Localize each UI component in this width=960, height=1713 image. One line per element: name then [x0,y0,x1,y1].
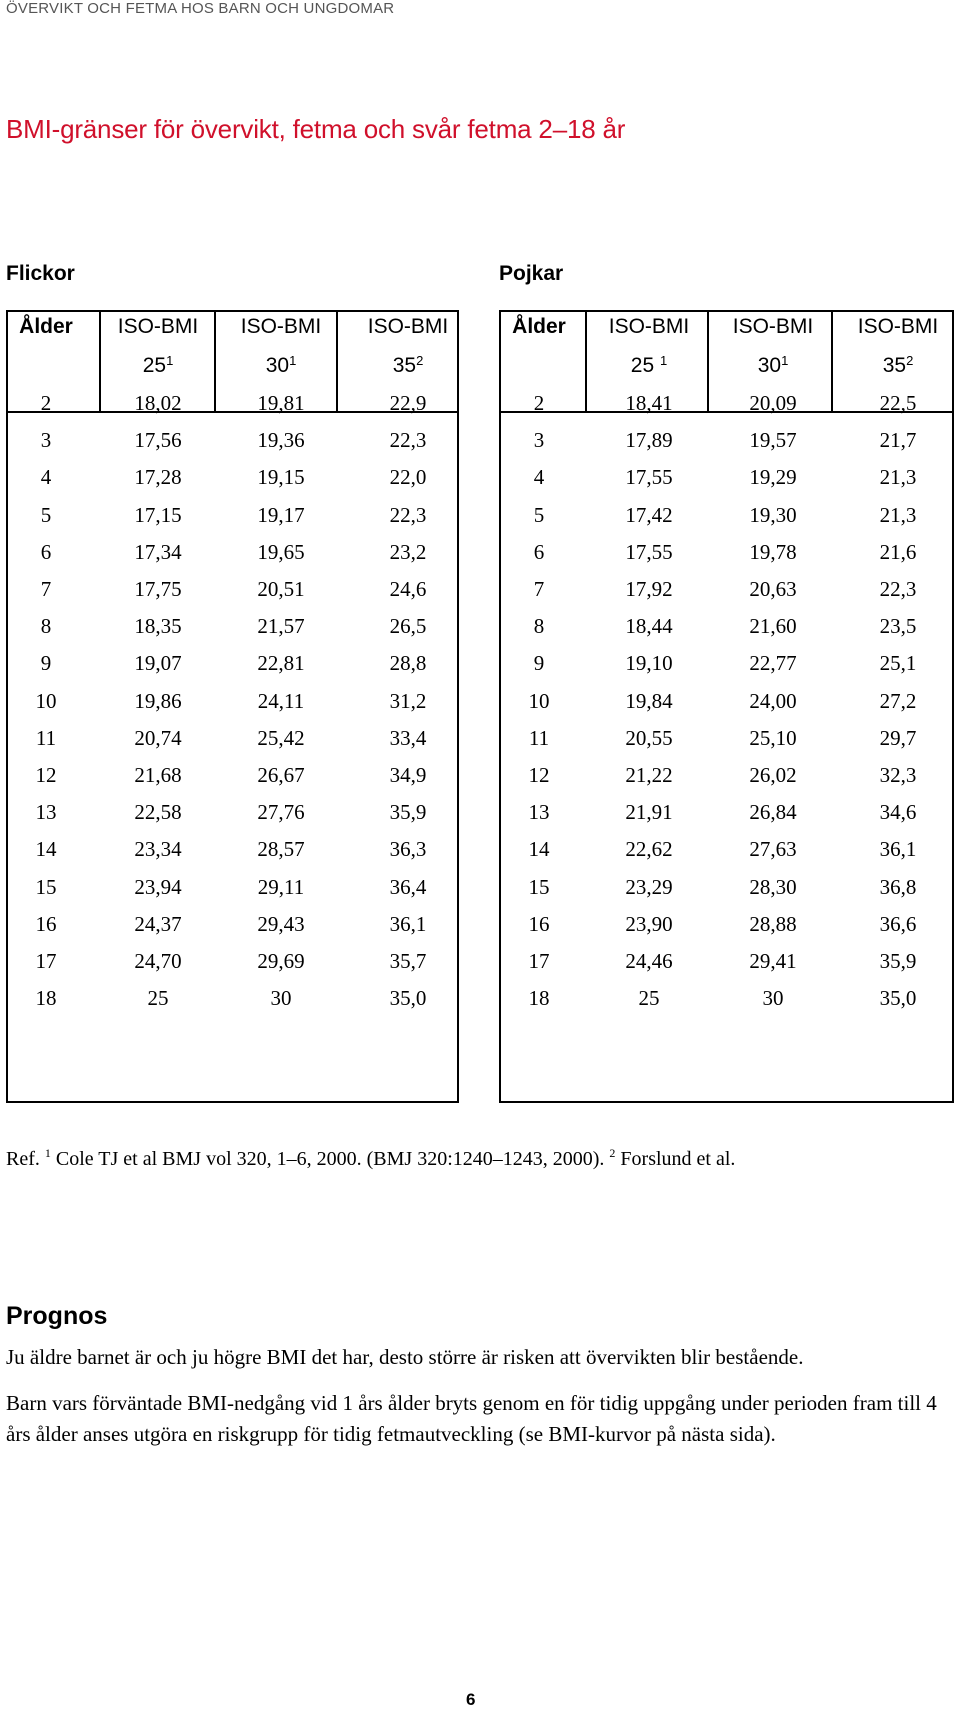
cell-age: 11 [528,725,550,750]
cell-value: 35,9 [879,949,917,973]
cell-value: 24,46 [625,949,673,973]
cell-value: 32,3 [879,763,917,787]
cell-age: 17 [35,949,57,973]
reference-note: Ref. $^1$ Cole TJ et al BMJ vol 320, 1–6, 2000. (BMJ 320:1240–1243, 2000). $^2$ Forslund et al. [6,1146,736,1170]
header-iso-bmi: ISO-BMI [117,315,199,338]
cell-age: 9 [533,651,545,676]
page-number: 6 [466,1690,476,1709]
header-iso-bmi: ISO-BMI [608,315,690,338]
cell-age: 12 [528,763,550,787]
cell-value: 24,00 [749,688,797,713]
header-iso-bmi: ISO-BMI [732,315,814,338]
cell-value: 18,41 [625,391,673,415]
cell-value: 36,3 [389,837,427,862]
cell-value: 20,63 [749,577,797,601]
cell-value: 24,11 [257,688,305,713]
cell-value: 28,8 [389,651,427,676]
cell-value: 36,1 [879,837,917,862]
column-divider [214,312,216,411]
cell-value: 25,1 [879,651,917,676]
cell-value: 22,9 [389,391,427,415]
cell-age: 6 [40,539,52,564]
cell-age: 15 [35,874,57,899]
cell-age: 12 [35,763,57,787]
cell-value: 19,30 [749,502,797,527]
cell-value: 25 [638,986,660,1011]
header-threshold: $25^1$ [142,353,174,377]
cell-value: 22,77 [749,651,797,676]
cell-age: 9 [40,651,52,676]
cell-value: 18,02 [134,391,182,415]
cell-age: 8 [533,614,545,639]
cell-value: 22,5 [879,391,917,415]
cell-value: 31,2 [389,688,427,713]
prognos-paragraph-1: Ju äldre barnet är och ju högre BMI det har, desto större är risken att övervikten blir bestående. [6,1345,804,1369]
cell-value: 17,55 [625,465,673,490]
cell-value: 24,6 [389,577,427,601]
cell-value: 17,15 [134,502,182,527]
cell-value: 35,9 [389,800,427,825]
cell-value: 21,6 [879,539,917,564]
column-divider [707,312,709,411]
cell-value: 21,68 [134,763,182,787]
header-iso-bmi: ISO-BMI [857,315,939,338]
cell-age: 15 [528,874,550,899]
cell-value: 26,02 [749,763,797,787]
cell-value: 17,28 [134,465,182,490]
bmi-table-boys [499,310,954,1103]
cell-value: 21,3 [879,502,917,527]
cell-value: 26,5 [389,614,427,639]
cell-value: 24,37 [134,911,182,936]
cell-value: 24,70 [134,949,182,973]
cell-value: 34,6 [879,800,917,825]
cell-value: 30 [270,986,292,1011]
cell-value: 20,74 [134,725,182,750]
prognos-paragraph-2: Barn vars förväntade BMI-nedgång vid 1 års ålder bryts genom en för tidig uppgång under perioden fram till 4 års ålder anses utgöra en riskgrupp för tidig fetmautveckling (se BMI-kurvor på nästa sida). [6,1391,937,1446]
cell-value: 23,94 [134,874,182,899]
cell-value: 34,9 [389,763,427,787]
cell-value: 28,88 [749,911,797,936]
cell-age: 5 [533,502,545,527]
cell-value: 17,89 [625,428,673,453]
cell-value: 22,3 [389,502,427,527]
running-head: ÖVERVIKT OCH FETMA HOS BARN OCH UNGDOMAR [6,0,395,17]
header-threshold: 25 $^1$ [630,353,668,377]
cell-age: 3 [40,428,52,453]
cell-age: 10 [35,688,57,713]
cell-value: 19,36 [257,428,305,453]
cell-age: 4 [40,465,52,490]
cell-value: 21,91 [625,800,673,825]
cell-age: 13 [35,800,57,825]
cell-value: 25,10 [749,725,797,750]
cell-value: 26,84 [749,800,797,825]
cell-value: 22,0 [389,465,427,490]
cell-value: 21,57 [257,614,305,639]
cell-value: 23,34 [134,837,182,862]
cell-value: 29,7 [879,725,917,750]
cell-age: 17 [528,949,550,973]
cell-age: 16 [528,911,550,936]
header-iso-bmi: ISO-BMI [367,315,449,338]
cell-value: 27,63 [749,837,797,862]
cell-value: 29,43 [257,911,305,936]
cell-value: 19,07 [134,651,182,676]
cell-value: 17,56 [134,428,182,453]
cell-value: 22,81 [257,651,305,676]
cell-value: 17,92 [625,577,673,601]
cell-value: 35,7 [389,949,427,973]
cell-age: 18 [528,986,550,1011]
cell-value: 17,75 [134,577,182,601]
cell-age: 18 [35,986,57,1011]
header-threshold: $30^1$ [265,353,297,377]
cell-age: 11 [35,725,57,750]
cell-value: 25 [147,986,169,1011]
header-age: Ålder [512,315,566,338]
page-title: BMI-gränser för övervikt, fetma och svår fetma 2–18 år [6,114,626,144]
cell-value: 18,35 [134,614,182,639]
cell-value: 22,3 [389,428,427,453]
cell-value: 19,65 [257,539,305,564]
bmi-table-girls [6,310,459,1103]
cell-value: 21,7 [879,428,917,453]
cell-value: 36,8 [879,874,917,899]
cell-value: 26,67 [257,763,305,787]
cell-value: 21,22 [625,763,673,787]
prognos-heading: Prognos [6,1302,108,1330]
cell-value: 19,15 [257,465,305,490]
cell-age: 14 [528,837,550,862]
column-divider [831,312,833,411]
cell-age: 16 [35,911,57,936]
cell-value: 22,58 [134,800,182,825]
cell-value: 35,0 [879,986,917,1011]
header-iso-bmi: ISO-BMI [240,315,322,338]
cell-value: 36,6 [879,911,917,936]
cell-value: 29,69 [257,949,305,973]
cell-value: 17,42 [625,502,673,527]
cell-value: 36,1 [389,911,427,936]
cell-age: 3 [533,428,545,453]
cell-value: 27,76 [257,800,305,825]
header-age: Ålder [19,315,73,338]
cell-value: 19,10 [625,651,673,676]
cell-value: 25,42 [257,725,305,750]
cell-value: 19,17 [257,502,305,527]
cell-value: 20,55 [625,725,673,750]
cell-value: 19,78 [749,539,797,564]
cell-value: 19,86 [134,688,182,713]
cell-age: 2 [533,391,545,415]
cell-value: 17,34 [134,539,182,564]
cell-value: 36,4 [389,874,427,899]
cell-value: 21,3 [879,465,917,490]
cell-value: 18,44 [625,614,673,639]
cell-value: 29,11 [257,874,305,899]
cell-value: 33,4 [389,725,427,750]
cell-value: 27,2 [879,688,917,713]
cell-value: 35,0 [389,986,427,1011]
header-threshold: $35^2$ [882,353,914,377]
cell-value: 19,81 [257,391,305,415]
cell-age: 2 [40,391,52,415]
table-label-boys: Pojkar [499,262,564,285]
cell-age: 8 [40,614,52,639]
cell-value: 22,62 [625,837,673,862]
cell-value: 20,51 [257,577,305,601]
cell-value: 28,30 [749,874,797,899]
cell-age: 14 [35,837,57,862]
cell-value: 23,2 [389,539,427,564]
header-threshold: $30^1$ [757,353,789,377]
table-label-girls: Flickor [6,262,75,285]
cell-value: 19,84 [625,688,673,713]
cell-value: 23,90 [625,911,673,936]
cell-age: 7 [533,577,545,601]
cell-value: 21,60 [749,614,797,639]
column-divider [336,312,338,411]
cell-value: 17,55 [625,539,673,564]
header-threshold: $35^2$ [392,353,424,377]
cell-age: 4 [533,465,545,490]
cell-age: 7 [40,577,52,601]
cell-value: 22,3 [879,577,917,601]
cell-value: 20,09 [749,391,797,415]
cell-value: 29,41 [749,949,797,973]
cell-value: 23,29 [625,874,673,899]
cell-value: 19,57 [749,428,797,453]
cell-value: 19,29 [749,465,797,490]
cell-age: 6 [533,539,545,564]
cell-age: 13 [528,800,550,825]
cell-value: 28,57 [257,837,305,862]
cell-value: 30 [762,986,784,1011]
cell-age: 5 [40,502,52,527]
cell-value: 23,5 [879,614,917,639]
cell-age: 10 [528,688,550,713]
